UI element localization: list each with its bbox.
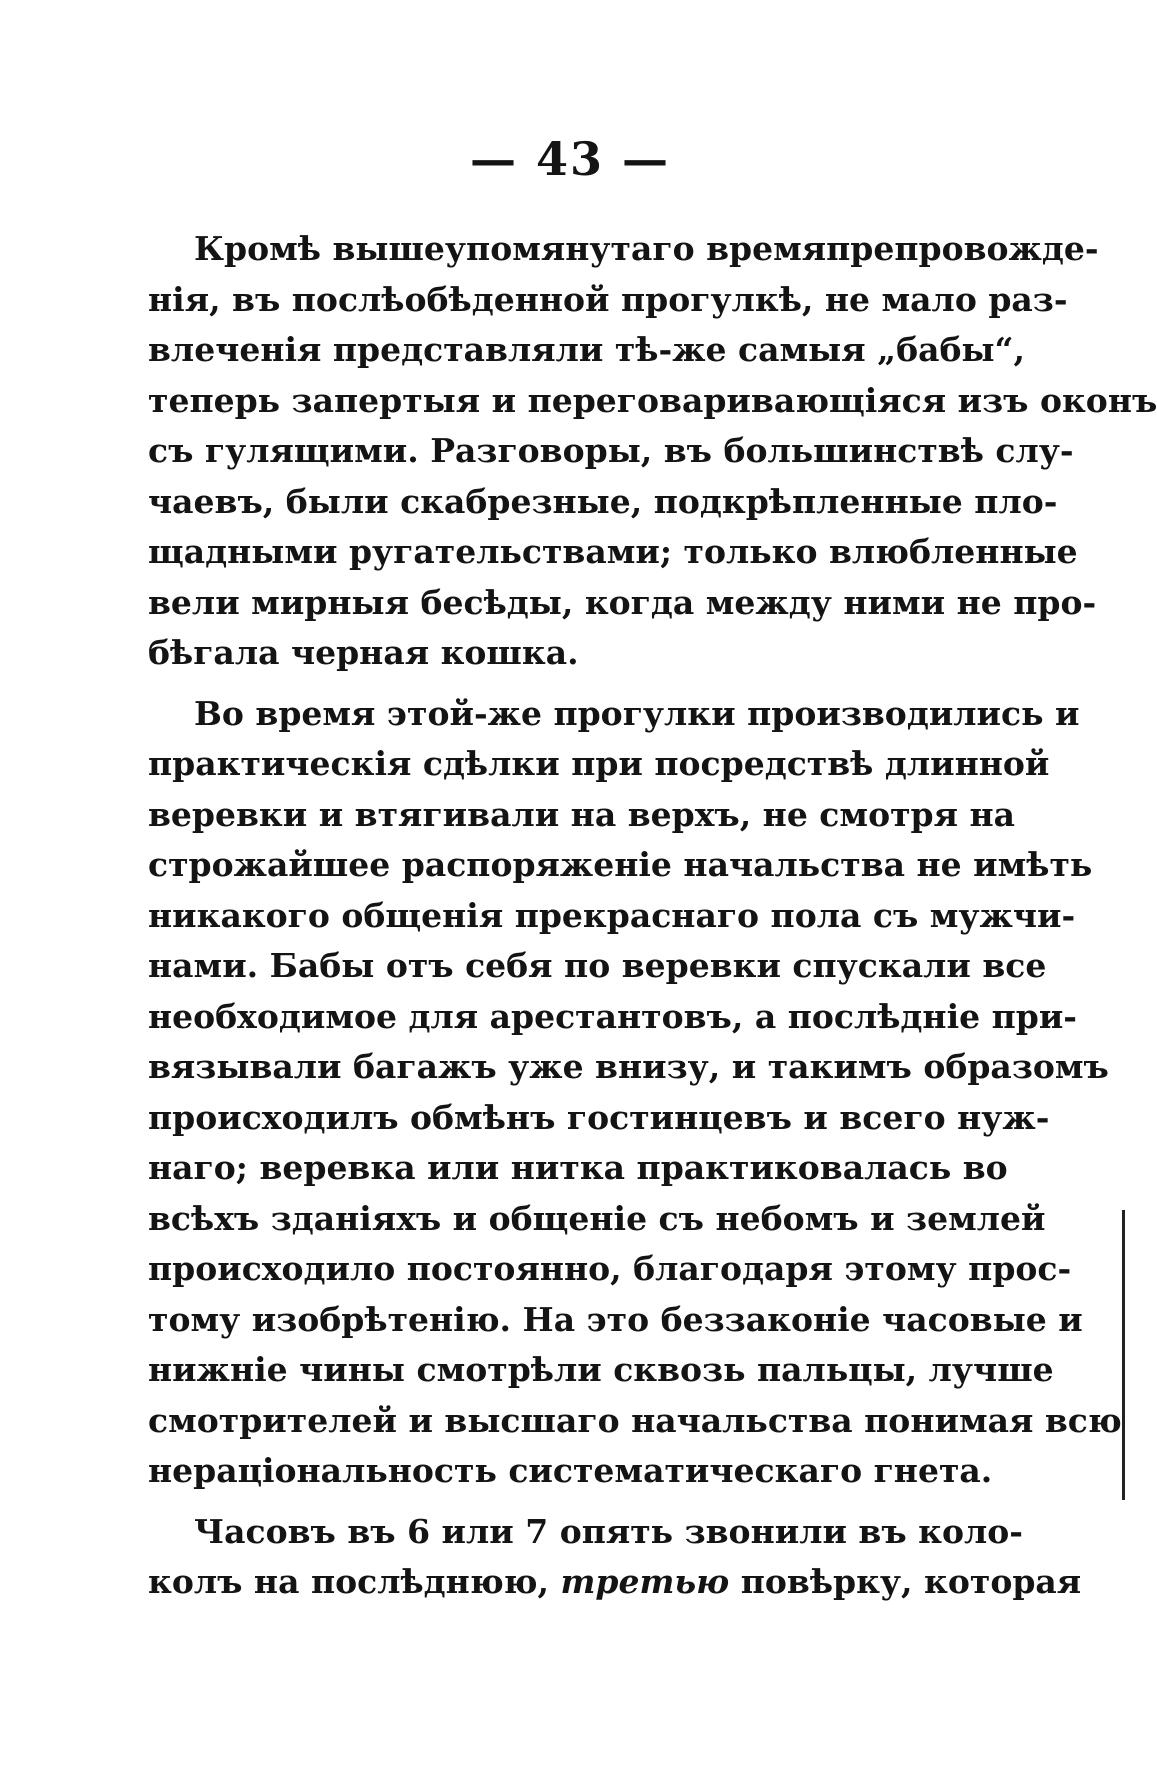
text-line: нами. Бабы отъ себя по веревки спускали все [148, 946, 1047, 985]
paragraph-3 [148, 1507, 1082, 1608]
text-line: происходилъ обмѣнъ гостинцевъ и всего нуж- [148, 1097, 1050, 1137]
text-line: строжайшее распоряженіе начальства не имѣть [148, 845, 1093, 884]
text-line: смотрителей и высшаго начальства понимая всю [148, 1400, 1122, 1440]
text-line: происходило постоянно, благодаря этому прос- [148, 1249, 1072, 1288]
text-line: тому изобрѣтенію. На это беззаконіе часовые и [148, 1299, 1083, 1339]
text-line: чаевъ, были скабрезные, подкрѣпленные пло- [148, 481, 1058, 521]
text-line: веревки и втягивали на верхъ, не смотря на [148, 794, 1016, 834]
paragraph-1 [148, 224, 1157, 679]
text-line: наго; веревка или нитка практиковалась во [148, 1148, 1008, 1187]
text-line: бѣгала черная кошка. [148, 633, 579, 672]
text-line: всѣхъ зданіяхъ и общеніе съ небомъ и землей [148, 1198, 1046, 1238]
text-segment: повѣрку, которая [740, 1562, 1082, 1601]
text-line: практическія сдѣлки при посредствѣ длинной [148, 744, 1050, 783]
text-line: нижніе чины смотрѣли сквозь пальцы, лучше [148, 1350, 1054, 1389]
page-edge-mark [1122, 1210, 1125, 1500]
text-segment: колъ на послѣднюю, [148, 1562, 549, 1601]
text-line: вязывали багажъ уже внизу, и такимъ образомъ [148, 1047, 1109, 1086]
paragraph-gap [148, 679, 1004, 689]
text-line: нераціональность систематическаго гнета. [148, 1451, 993, 1490]
page-number: — 43 — [469, 132, 671, 186]
paragraph-gap [148, 1497, 1004, 1507]
text-line: Часовъ въ 6 или 7 опять звонили въ коло- [194, 1511, 1023, 1551]
text-line: Во время этой-же прогулки производились и [194, 693, 1080, 733]
text-line: теперь запертыя и переговаривающіяся изъ оконъ [148, 380, 1157, 420]
text-line: Кромѣ вышеупомянутаго времяпрепровожде- [194, 229, 1099, 268]
text-line: нія, въ послѣобѣденной прогулкѣ, не мало раз- [148, 279, 1068, 319]
text-line: съ гулящими. Разговоры, въ большинствѣ слу- [148, 431, 1074, 470]
paragraph-2 [148, 689, 1122, 1497]
text-body [148, 224, 1157, 1608]
text-line: щадными ругательствами; только влюбленные [148, 532, 1078, 571]
text-line: никакого общенія прекраснаго пола съ мужчи- [148, 895, 1076, 935]
text-line: влеченія представляли тѣ-же самыя „бабы“, [148, 330, 1026, 369]
text-line: необходимое для арестантовъ, а послѣдніе при- [148, 996, 1077, 1036]
emphasized-word: третью [560, 1562, 730, 1601]
text-line: вели мирныя бесѣды, когда между ними не про- [148, 582, 1097, 622]
text-line-with-emphasis [148, 1557, 1082, 1608]
